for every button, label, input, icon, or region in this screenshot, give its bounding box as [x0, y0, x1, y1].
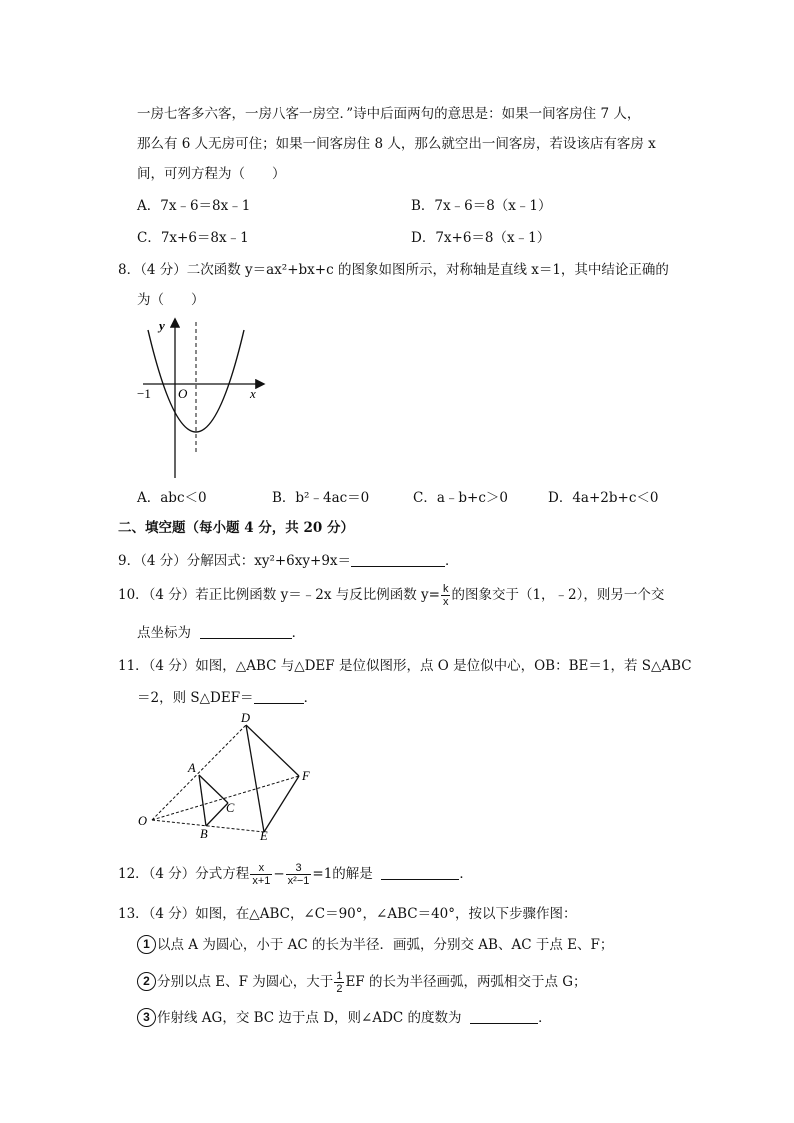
q7-line2: 那么有 6 人无房可住；如果一间客房住 8 人，那么就空出一间客房，若设该店有客房 x — [137, 136, 656, 152]
q7-option-a[interactable]: A．7x﹣6＝8x﹣1 — [137, 198, 251, 214]
q10-post: 的图象交于（1，﹣2），则另一个交 — [451, 587, 665, 603]
q8-option-d[interactable]: D．4a+2b+c＜0 — [548, 490, 659, 506]
q13-step1 — [137, 935, 613, 955]
minus-one-label: −1 — [137, 386, 151, 401]
q13-answer-blank[interactable] — [470, 1009, 538, 1024]
q7-line1: 一房七客多六客，一房八客一房空．”诗中后面两句的意思是：如果一间客房住 7 人， — [137, 106, 641, 122]
q13-line1: 13．（4 分）如图，在△ABC，∠C＝90°，∠ABC＝40°，按以下步骤作图： — [118, 906, 577, 922]
q9-answer-blank[interactable] — [351, 552, 445, 567]
q13-frac-top: 1 — [336, 970, 343, 982]
section-heading: 二、填空题（每小题 4 分，共 20 分） — [118, 520, 354, 536]
q12-answer-blank[interactable] — [381, 865, 459, 880]
q10-line1 — [118, 583, 664, 608]
q10-end: ． — [291, 625, 306, 641]
q12-eq: =1的解是 — [312, 866, 373, 882]
point-f-label: F — [302, 769, 310, 783]
q10-frac-bottom: x — [442, 596, 449, 608]
q12-f2-top: 3 — [286, 862, 312, 875]
q12-fraction-1 — [250, 862, 272, 887]
point-c-label: C — [226, 801, 235, 815]
point-d-label: D — [241, 711, 251, 725]
q13-step1-text: 以点 A 为圆心，小于 AC 的长为半径．画弧，分别交 AB、AC 于点 E、F； — [157, 937, 614, 953]
point-b-label: B — [200, 827, 208, 840]
q13-step2-post: EF 的长为半径画弧，两弧相交于点 G； — [345, 974, 587, 990]
segment-de — [246, 725, 264, 832]
ray-o-e — [152, 820, 264, 832]
q7-option-b[interactable]: B．7x﹣6＝8（x﹣1） — [411, 198, 552, 214]
q10-line2-text: 点坐标为 — [137, 625, 191, 641]
homothety-figure — [134, 710, 324, 840]
point-e-label: E — [260, 829, 268, 840]
q10-pre: 10．（4 分）若正比例函数 y＝﹣2x 与反比例函数 y= — [118, 587, 440, 603]
q8-line2: 为（ ） — [137, 292, 205, 308]
q7-option-c[interactable]: C．7x+6＝8x﹣1 — [137, 230, 249, 246]
q11-line2-text: ＝2，则 S△DEF＝ — [137, 690, 254, 706]
point-a-label: A — [188, 761, 196, 775]
q13-step2-pre: 分别以点 E、F 为圆心，大于 — [157, 974, 334, 990]
q12-f2-bottom: x²−1 — [287, 875, 310, 887]
q13-half-fraction — [334, 970, 344, 995]
q11-line1: 11．（4 分）如图，△ABC 与△DEF 是位似图形，点 O 是位似中心，OB：BE＝1，若 S△ABC — [118, 658, 692, 674]
q13-step3-text: 作射线 AG，交 BC 边于点 D，则∠ADC 的度数为 — [157, 1010, 462, 1026]
q9-text: 9．（4 分）分解因式：xy²+6xy+9x＝ — [118, 553, 352, 569]
q8-option-c[interactable]: C．a﹣b+c＞0 — [413, 490, 508, 506]
q12-minus: − — [273, 866, 285, 882]
q7-option-d[interactable]: D．7x+6＝8（x﹣1） — [411, 230, 551, 246]
x-axis-label: x — [250, 386, 256, 401]
q12-pre: 12．（4 分）分式方程 — [118, 866, 250, 882]
q10-fraction — [441, 583, 451, 608]
step-2-marker: 2 — [137, 972, 156, 991]
q9 — [118, 551, 459, 571]
segment-bc — [206, 803, 228, 826]
parabola-graph — [135, 312, 270, 482]
q13-step3 — [137, 1008, 552, 1028]
step-3-marker: 3 — [137, 1008, 156, 1027]
segment-ab — [199, 775, 206, 826]
q12-f1-top: x — [250, 862, 272, 875]
origin-label: O — [178, 386, 188, 401]
q10-answer-blank[interactable] — [200, 624, 292, 639]
q13-frac-bottom: 2 — [336, 983, 343, 995]
q10-line2 — [137, 623, 305, 643]
q12-end: ． — [459, 866, 473, 882]
segment-ac — [199, 775, 228, 803]
q12-fraction-2 — [286, 862, 312, 887]
q7-line3: 间，可列方程为（ ） — [137, 166, 286, 182]
q13-step2 — [137, 970, 587, 995]
q9-end: ． — [445, 553, 459, 569]
q10-frac-top: k — [442, 583, 449, 595]
step-1-marker: 1 — [137, 935, 156, 954]
q11-end: ． — [303, 690, 318, 706]
point-o-label: O — [138, 814, 148, 828]
q8-option-b[interactable]: B．b²﹣4ac＝0 — [272, 490, 370, 506]
y-axis-label: y — [159, 318, 165, 333]
q12-f1-bottom: x+1 — [252, 875, 271, 887]
q11-line2 — [137, 688, 317, 708]
q11-answer-blank[interactable] — [254, 689, 304, 704]
q13-end: ． — [538, 1010, 552, 1026]
q8-line1: 8．（4 分）二次函数 y＝ax²+bx+c 的图象如图所示，对称轴是直线 x＝1，其中结论正确的 — [118, 262, 669, 278]
q12 — [118, 862, 473, 887]
q8-option-a[interactable]: A．abc＜0 — [137, 490, 207, 506]
